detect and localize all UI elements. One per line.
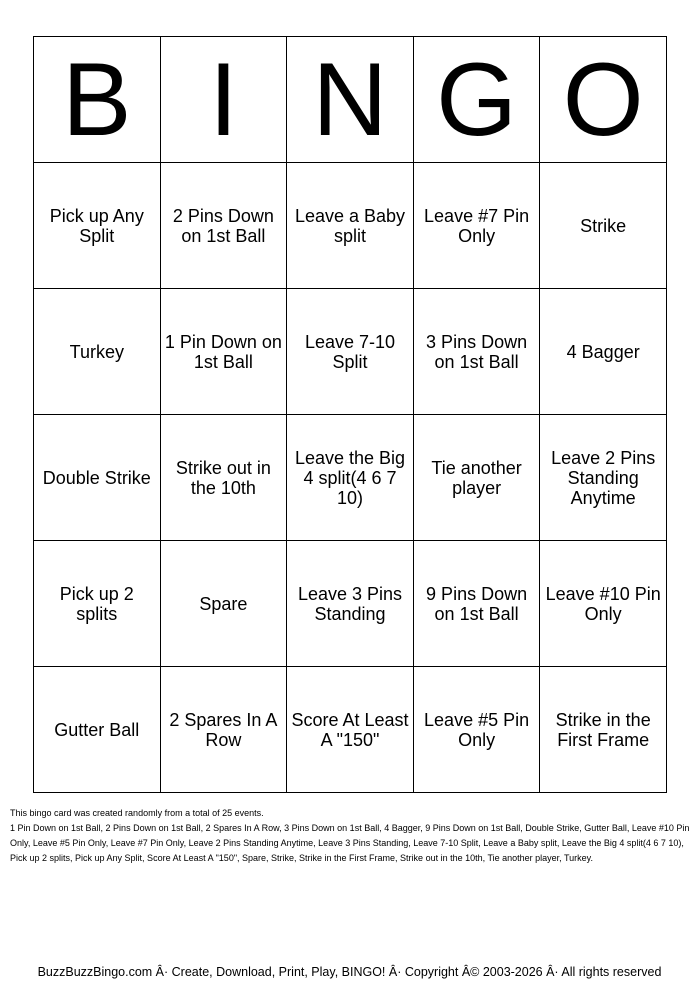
card-cell: Score At Least A "150" xyxy=(287,667,414,793)
header-row xyxy=(34,37,667,163)
footer-text: BuzzBuzzBingo.com Â· Create, Download, Print, Play, BINGO! Â· Copyright Â© 2003-2026 Â· All rights reserved xyxy=(37,965,662,979)
description-events: 1 Pin Down on 1st Ball, 2 Pins Down on 1st Ball, 2 Spares In A Row, 3 Pins Down on 1st Ball, 4 Bagger, 9 Pins Down on 1st Ball, Double Strike, Gutter Ball, Leave #10 Pin Only, Leave #5 Pin Only, Leave #7 Pin Only, Leave 2 Pins Standing Anytime, Leave 3 Pins Standing, Leave 7-10 Split, Leave a Baby split, Leave the Big 4 split(4 6 7 10), Pick up 2 splits, Pick up Any Split, Score At Least A "150", Spare, Strike, Strike in the First Frame, Strike out in the 10th, Tie another player, Turkey. xyxy=(10,823,690,863)
card-cell: Spare xyxy=(160,541,287,667)
header-letter-b: B xyxy=(34,37,161,163)
card-cell: Leave #10 Pin Only xyxy=(540,541,667,667)
header-letter-g: G xyxy=(413,37,540,163)
card-cell: 4 Bagger xyxy=(540,289,667,415)
card-row xyxy=(34,541,667,667)
card-cell: Leave 7-10 Split xyxy=(287,289,414,415)
card-cell: Leave a Baby split xyxy=(287,163,414,289)
card-cell: Tie another player xyxy=(413,415,540,541)
header-letter-o: O xyxy=(540,37,667,163)
card-cell: 3 Pins Down on 1st Ball xyxy=(413,289,540,415)
card-cell: Leave 2 Pins Standing Anytime xyxy=(540,415,667,541)
card-cell: Gutter Ball xyxy=(34,667,161,793)
card-cell: 2 Pins Down on 1st Ball xyxy=(160,163,287,289)
card-row xyxy=(34,667,667,793)
card-cell: 9 Pins Down on 1st Ball xyxy=(413,541,540,667)
card-row xyxy=(34,289,667,415)
card-description xyxy=(10,806,690,866)
card-cell: Pick up Any Split xyxy=(34,163,161,289)
card-cell: Leave #5 Pin Only xyxy=(413,667,540,793)
card-cell: 1 Pin Down on 1st Ball xyxy=(160,289,287,415)
card-cell: 2 Spares In A Row xyxy=(160,667,287,793)
card-cell: Strike out in the 10th xyxy=(160,415,287,541)
card-cell: Pick up 2 splits xyxy=(34,541,161,667)
description-intro: This bingo card was created randomly from a total of 25 events. xyxy=(10,808,264,818)
card-cell: Turkey xyxy=(34,289,161,415)
card-cell: Leave #7 Pin Only xyxy=(413,163,540,289)
card-cell: Leave 3 Pins Standing xyxy=(287,541,414,667)
header-letter-i: I xyxy=(160,37,287,163)
bingo-card xyxy=(33,36,667,793)
card-row xyxy=(34,163,667,289)
card-cell: Strike in the First Frame xyxy=(540,667,667,793)
card-row xyxy=(34,415,667,541)
card-cell: Leave the Big 4 split(4 6 7 10) xyxy=(287,415,414,541)
card-cell: Strike xyxy=(540,163,667,289)
card-cell: Double Strike xyxy=(34,415,161,541)
header-letter-n: N xyxy=(287,37,414,163)
